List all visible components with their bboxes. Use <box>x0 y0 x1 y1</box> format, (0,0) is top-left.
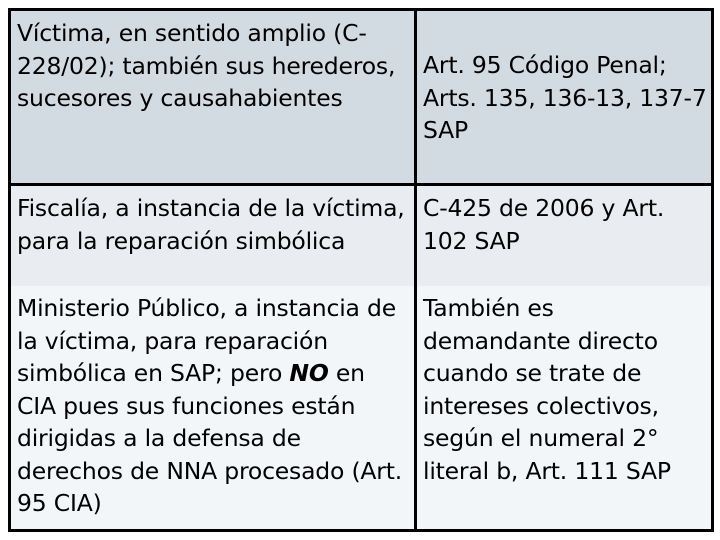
table-cell-right: Art. 95 Código Penal; Arts. 135, 136-13, 137-7 SAP <box>417 11 711 183</box>
legal-table <box>8 8 714 532</box>
cell-text: Ministerio Público, a instancia de la víctima, para reparación simbólica en SAP; pero <box>17 294 396 387</box>
table-cell-left: Fiscalía, a instancia de la víctima, para la reparación simbólica <box>11 186 414 286</box>
column-divider <box>414 11 417 529</box>
row-divider <box>11 183 711 186</box>
table-row <box>11 186 711 286</box>
table-cell-left: Víctima, en sentido amplio (C-228/02); también sus herederos, sucesores y causahabientes <box>11 11 414 183</box>
emphasis-text: NO <box>289 359 329 387</box>
table-row <box>11 11 711 183</box>
table-cell-right: También es demandante directo cuando se trate de intereses colectivos, según el numeral 2° literal b, Art. 111 SAP <box>417 286 711 529</box>
table-row <box>11 286 711 529</box>
cell-text: en CIA pues sus funciones están dirigidas a la defensa de derechos de NNA procesado (Art. 95 CIA) <box>17 359 403 517</box>
table-cell-right: C-425 de 2006 y Art. 102 SAP <box>417 186 711 286</box>
table-cell-left <box>11 286 414 529</box>
